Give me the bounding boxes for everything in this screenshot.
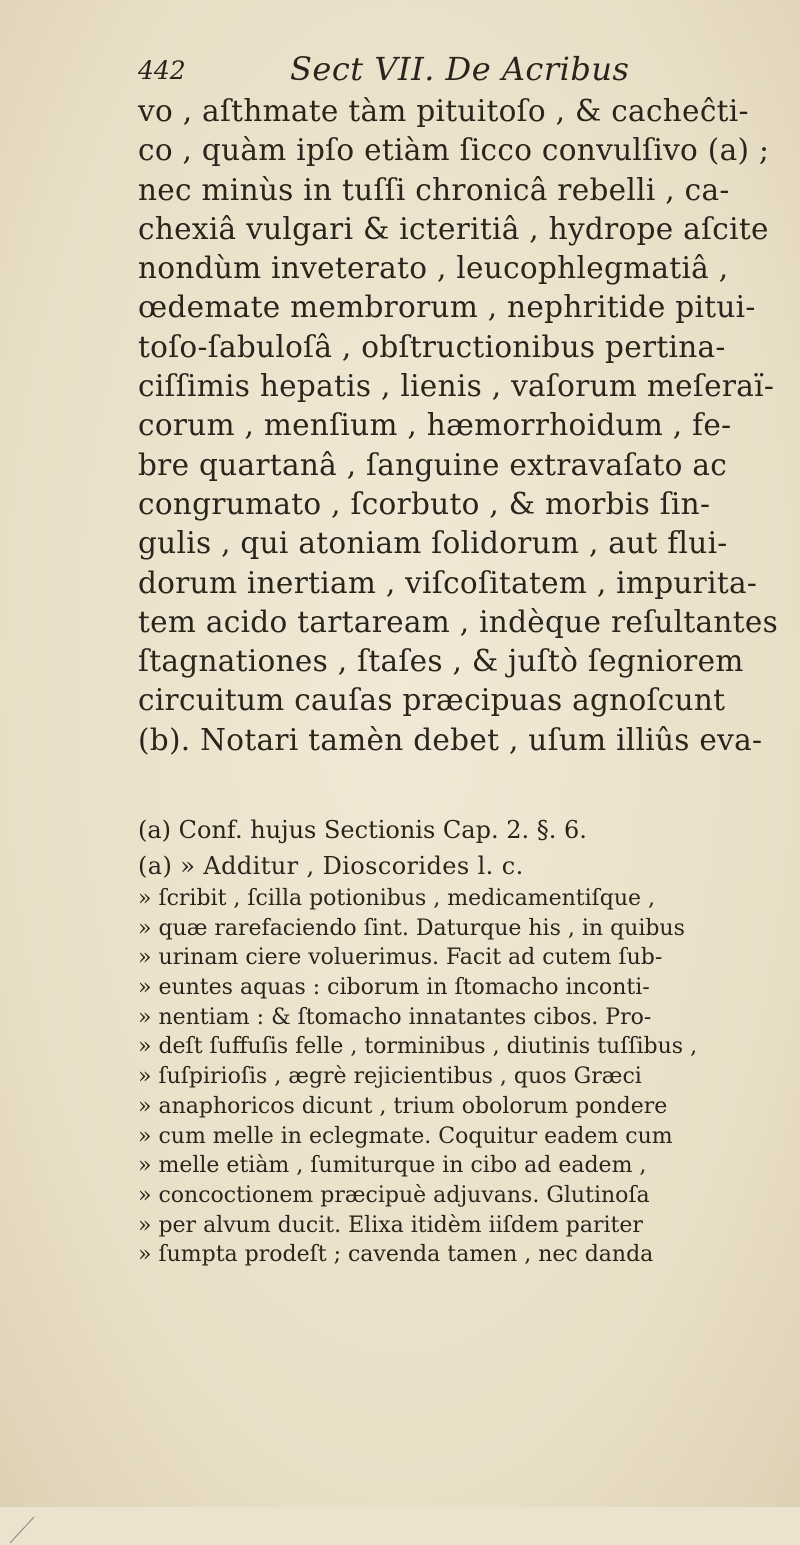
text-line: circuitum cauſas præcipuas agnoſcunt [138, 683, 726, 718]
text-line: chexiâ vulgari & icteritiâ , hydrope aſcite [138, 211, 769, 246]
text-line: congrumato , ſcorbuto , & morbis ſin- [138, 486, 711, 521]
text-line: dorum inertiam , viſcoſitatem , impurita- [138, 565, 758, 600]
text-line: (b). Notari tamèn debet , uſum illiûs eva- [138, 722, 763, 757]
text-line: vo , aſthmate tàm pituitoſo , & cacheĉti- [138, 94, 749, 128]
text-line: co , quàm ipſo etiàm ſicco convulſivo (a) ; [138, 133, 770, 168]
footnote-line: (a) » Additur , Dioscorides l. c. [138, 852, 524, 880]
footnote-line: » ſumpta prodeſt ; cavenda tamen , nec danda [138, 1242, 654, 1268]
main-text [138, 92, 779, 760]
running-title: Sect VII. De Acribus [290, 50, 630, 88]
footnote-line: (a) Conf. hujus Sectionis Cap. 2. §. 6. [138, 816, 587, 844]
footnote-line: » euntes aquas : ciborum in ſtomacho inconti- [138, 975, 650, 1001]
text-line: gulis , qui atoniam ſolidorum , aut flui- [138, 526, 728, 561]
footnotes [138, 812, 763, 1270]
text-line: toſo-ſabuloſâ , obſtructionibus pertina- [138, 329, 726, 364]
footnote-line: » deſt ſuffuſis felle , torminibus , diutinis tuſſibus , [138, 1034, 698, 1060]
text-line: œdemate membrorum , nephritide pitui- [138, 290, 756, 325]
footnote-line: » nentiam : & ſtomacho innatantes cibos. Pro- [138, 1004, 652, 1030]
footnote-line: » anaphoricos dicunt , trium obolorum pondere [138, 1093, 668, 1119]
pencil-mark [8, 1455, 38, 1545]
footnote-line: » ſuſpirioſis , ægrè rejicientibus , quos Græci [138, 1064, 642, 1090]
footnote-line: » quæ rarefaciendo ſint. Daturque his , in quibus [138, 915, 685, 941]
footnote-line: » cum melle in eclegmate. Coquitur eadem cum [138, 1123, 673, 1149]
text-line: bre quartanâ , ſanguine extravaſato ac [138, 447, 728, 482]
page-number: 442 [138, 56, 186, 85]
text-line: ciſſimis hepatis , lienis , vaſorum meſeraï- [138, 369, 775, 404]
footnote-line: » per alvum ducit. Elixa itidèm iiſdem pariter [138, 1212, 643, 1238]
footnote-line: » urinam ciere voluerimus. Facit ad cutem ſub- [138, 945, 663, 971]
text-line: ſtagnationes , ſtaſes , & juſtò ſegniorem [138, 644, 744, 679]
footnote-line: » ſcribit , ſcilla potionibus , medicamentiſque , [138, 886, 656, 911]
text-line: nec minùs in tuſſi chronicâ rebelli , ca- [138, 172, 730, 207]
text-line: tem acido tartaream , indèque reſultantes [138, 604, 779, 639]
text-line: corum , menſium , hæmorrhoidum , fe- [138, 408, 732, 443]
footnote-line: » concoctionem præcipuè adjuvans. Glutinoſa [138, 1182, 650, 1208]
footnote-line: » melle etiàm , ſumiturque in cibo ad eadem , [138, 1153, 647, 1179]
text-line: nondùm inveterato , leucophlegmatiâ , [138, 251, 729, 286]
page-header [138, 50, 758, 94]
